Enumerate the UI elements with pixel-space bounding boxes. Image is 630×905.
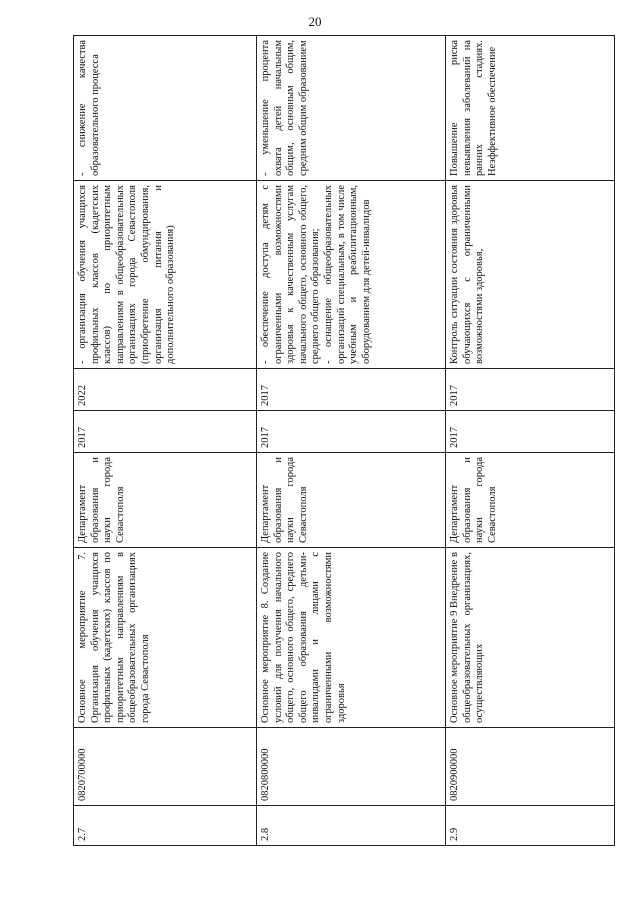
- row-activity-name: [74, 548, 257, 728]
- row-activity-name: [257, 548, 446, 728]
- row-code: 0820800000: [257, 728, 446, 806]
- row-executor: [257, 453, 446, 548]
- row-expected-result: [446, 181, 615, 369]
- activity-name-text: Основное мероприятие 9 Внедрение в общеобразовательных организациях, осуществляющих: [449, 552, 486, 723]
- row-risk: [74, 36, 257, 181]
- row-expected-result: [257, 181, 446, 369]
- row-number: 2.8: [257, 806, 446, 846]
- expected-result-text: - организация обучения учащихся профильных классов (кадетских классов) по приоритетным направлениям в общеобразовательных организациях города Севастополя (приобретение обмундирования, организация питания и дополнительного образования): [77, 185, 177, 364]
- table-row: [446, 36, 615, 846]
- row-code: 0820900000: [446, 728, 615, 806]
- executor-text: Департамент образования и науки города Севастополя: [260, 457, 309, 543]
- activity-name-text: Основное мероприятие 7. Организация обучения учащихся профильных (кадетских) классов по приоритетным направлениям в общеобразовательных организациях города Севастополя: [77, 552, 151, 723]
- page-number: 20: [308, 14, 322, 29]
- row-executor: [446, 453, 615, 548]
- row-end-year: 2017: [257, 369, 446, 411]
- activity-name-text: Основное мероприятие 8. Создание условий для получения начального общего, основного общего, среднего общего образования детьми-инвалидами и лицами с ограниченными возможностями здоровья: [260, 552, 347, 723]
- executor-text: Департамент образования и науки города Севастополя: [449, 457, 498, 543]
- table-row: [74, 36, 257, 846]
- rotated-table-container: [73, 36, 593, 846]
- row-start-year: 2017: [257, 411, 446, 453]
- row-risk: [446, 36, 615, 181]
- row-number: 2.9: [446, 806, 615, 846]
- row-start-year: 2017: [446, 411, 615, 453]
- expected-result-text: Контроль ситуации состояния здоровья обучающихся с ограниченными возможностями здоровья,: [449, 185, 486, 364]
- row-activity-name: [446, 548, 615, 728]
- program-activities-table: [73, 35, 615, 846]
- row-code: 0820700000: [74, 728, 257, 806]
- row-number: 2.7: [74, 806, 257, 846]
- table-row: [257, 36, 446, 846]
- row-expected-result: [74, 181, 257, 369]
- risk-text: - уменьшение процента охвата детей начальным общим, основным общим, средним общим образованием: [260, 40, 309, 176]
- risk-text: - снижение качества образовательного процесса: [77, 40, 101, 176]
- table-rotation-frame: [73, 36, 593, 846]
- executor-text: Департамент образования и науки города Севастополя: [77, 457, 126, 543]
- row-end-year: 2022: [74, 369, 257, 411]
- risk-text: Повышение риска невыявления заболеваний на ранних стадиях. Неэффективное обеспечение: [449, 40, 498, 176]
- row-start-year: 2017: [74, 411, 257, 453]
- expected-result-text: - обеспечение доступа детям с ограниченными возможностями здоровья к качественным услугам начального общего, основного общего, среднего общего образования; - оснащение общеобразовательных организаций специальным, в том числе учебным и реабилитационным, оборудованием для детей-инвалидов: [260, 185, 372, 364]
- row-end-year: 2017: [446, 369, 615, 411]
- row-risk: [257, 36, 446, 181]
- row-executor: [74, 453, 257, 548]
